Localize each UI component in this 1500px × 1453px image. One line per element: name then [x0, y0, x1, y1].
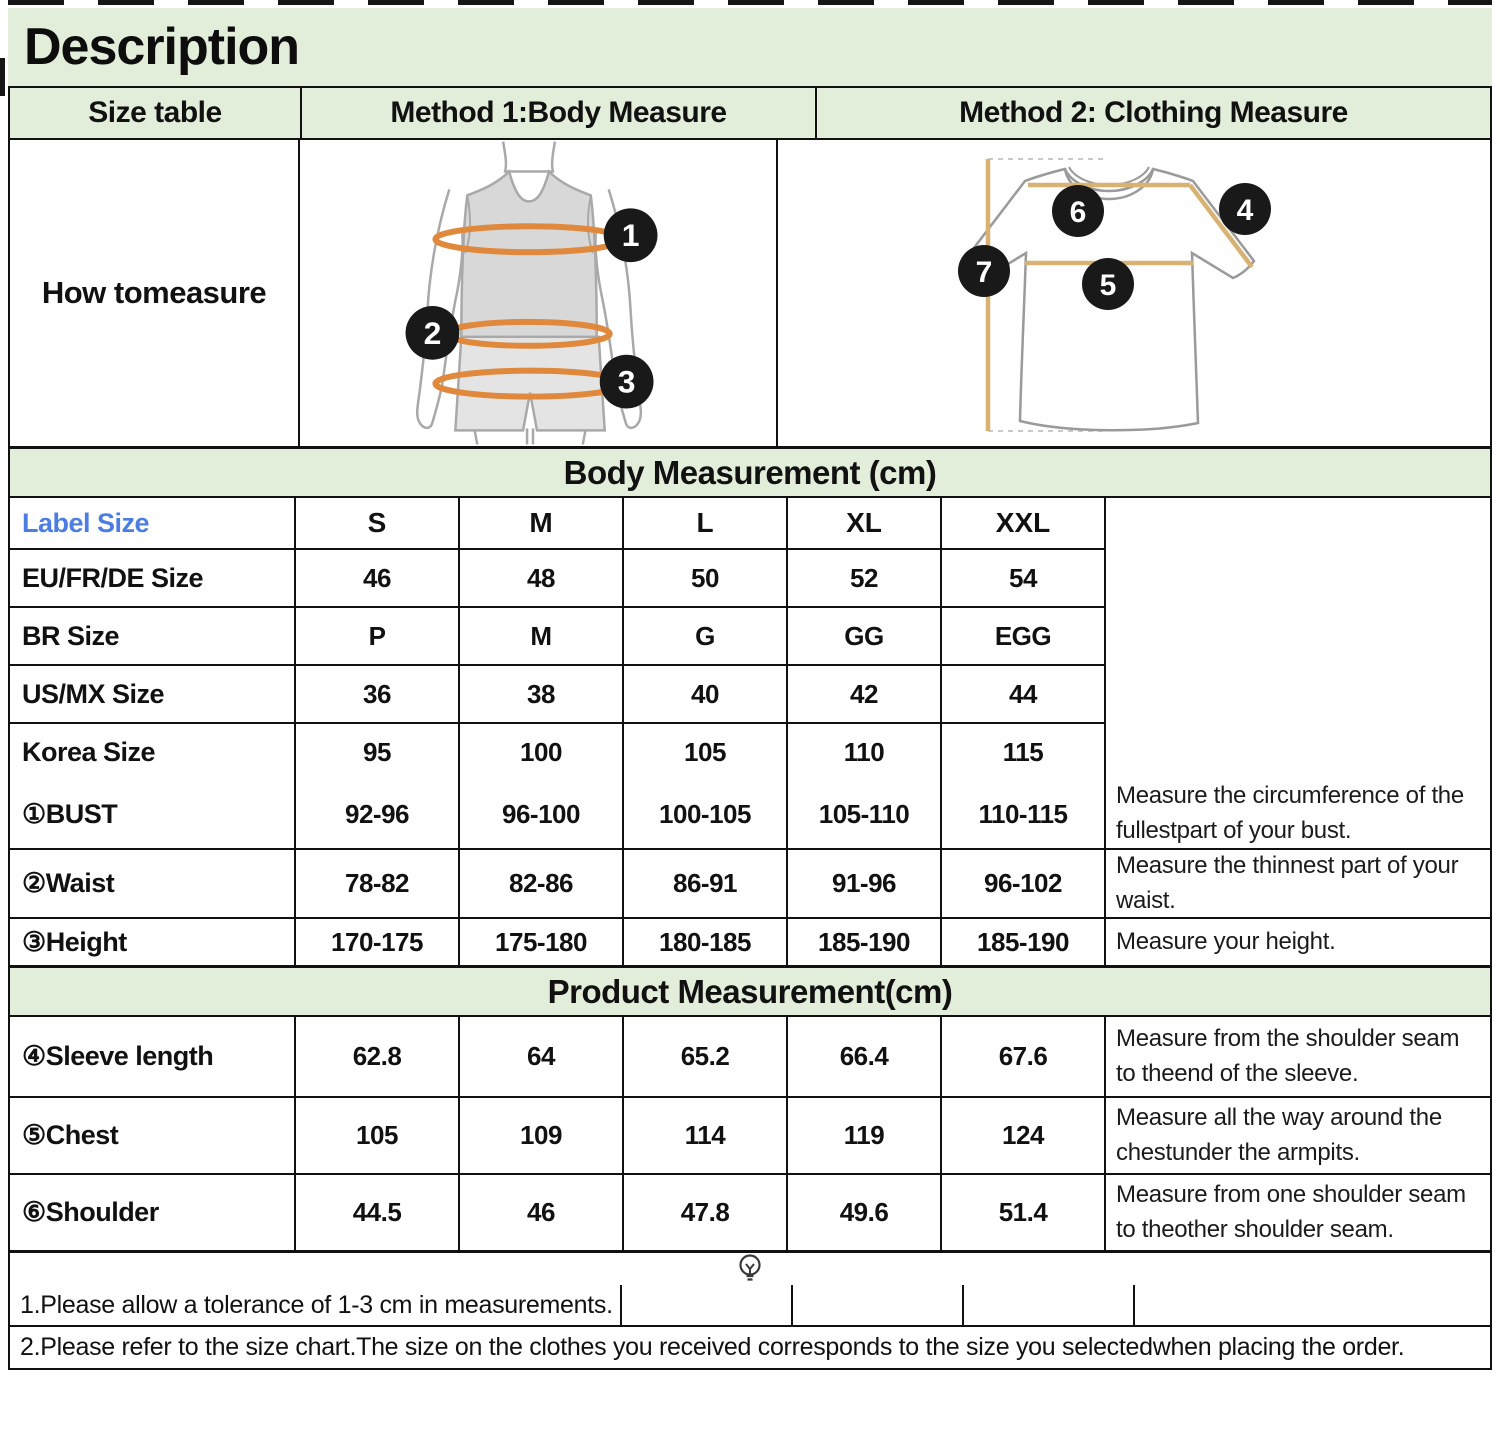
table-row-eu-size: [10, 548, 1104, 606]
footer-note-1-row: [10, 1285, 1490, 1325]
marker-1-icon: [604, 208, 658, 262]
marker-6-icon: [1052, 185, 1104, 237]
row-label: EU/FR/DE Size: [22, 562, 204, 593]
row-label: ①BUST: [22, 798, 118, 829]
table-row-us-size: [10, 664, 1104, 722]
size-cell: 54: [940, 550, 1104, 606]
footer-note-2: 2.Please refer to the size chart.The size on the clothes you received corresponds to the size you selectedwhen placing the order.: [20, 1333, 1405, 1361]
size-cell: 47.8: [622, 1175, 786, 1250]
row-label: US/MX Size: [22, 678, 165, 709]
size-cell: 64: [458, 1017, 622, 1096]
table-row-chest: [10, 1096, 1490, 1173]
label-size-row: [10, 498, 1104, 548]
size-col-s: S: [294, 498, 458, 548]
size-cell: 38: [458, 666, 622, 722]
tip-row: [10, 1250, 1490, 1285]
size-cell: 105: [622, 724, 786, 780]
edge-artifact: [0, 58, 5, 96]
size-cell: 40: [622, 666, 786, 722]
measure-note: Measure from one shoulder seam to theother shoulder seam.: [1104, 1175, 1490, 1250]
size-cell: 105-110: [786, 780, 940, 848]
svg-text:7: 7: [975, 256, 993, 289]
size-cell: 44.5: [294, 1175, 458, 1250]
row-label: ②Waist: [22, 868, 115, 898]
measure-note: Measure the thinnest part of your waist.: [1104, 850, 1490, 917]
size-cell: 51.4: [940, 1175, 1104, 1250]
size-conversion-group: [10, 496, 1490, 780]
size-cell: GG: [786, 608, 940, 664]
title-banner: [8, 8, 1492, 86]
header-method2: Method 2: Clothing Measure: [815, 88, 1490, 138]
methods-header-row: [10, 88, 1490, 138]
size-cell: 48: [458, 550, 622, 606]
footer-note-1: 1.Please allow a tolerance of 1-3 cm in measurements.: [20, 1290, 613, 1319]
size-cell: 105: [294, 1098, 458, 1173]
svg-text:1: 1: [621, 217, 640, 254]
size-col-m: M: [458, 498, 622, 548]
empty-cell: [962, 1285, 1133, 1325]
empty-cell: [1133, 1285, 1490, 1325]
size-cell: M: [458, 608, 622, 664]
row-label: ④Sleeve length: [22, 1041, 214, 1071]
size-cell: 82-86: [458, 850, 622, 917]
table-row-waist: [10, 848, 1490, 917]
how-to-measure-row: [10, 138, 1490, 446]
product-measurement-title: Product Measurement(cm): [10, 965, 1490, 1015]
size-cell: 46: [294, 550, 458, 606]
size-col-l: L: [622, 498, 786, 548]
size-cell: 110-115: [940, 780, 1104, 848]
size-cell: 62.8: [294, 1017, 458, 1096]
size-cell: 36: [294, 666, 458, 722]
marker-3-icon: [600, 355, 654, 409]
marker-7-icon: [958, 245, 1010, 297]
svg-text:2: 2: [423, 314, 442, 351]
tshirt-illustration: [778, 141, 1490, 445]
clothing-measure-figure: [776, 140, 1490, 446]
header-method1: Method 1:Body Measure: [300, 88, 815, 138]
table-row-br-size: [10, 606, 1104, 664]
table-row-sleeve-length: [10, 1015, 1490, 1096]
size-cell: 185-190: [940, 919, 1104, 965]
size-cell: 170-175: [294, 919, 458, 965]
size-cell: 95: [294, 724, 458, 780]
merged-empty-note-cell: [1104, 498, 1490, 780]
footer-note-2-row: [10, 1325, 1490, 1368]
measure-note: Measure all the way around the chestunder the armpits.: [1104, 1098, 1490, 1173]
size-col-xl: XL: [786, 498, 940, 548]
svg-text:5: 5: [1099, 269, 1117, 302]
size-cell: 109: [458, 1098, 622, 1173]
table-row-shoulder: [10, 1173, 1490, 1250]
size-cell: EGG: [940, 608, 1104, 664]
row-label: Korea Size: [22, 736, 156, 767]
body-measurement-title: Body Measurement (cm): [10, 446, 1490, 496]
marker-2-icon: [406, 306, 460, 360]
size-table: [8, 86, 1492, 1370]
size-chart-page: [8, 0, 1492, 1370]
page-title: Description: [24, 18, 300, 76]
size-cell: 46: [458, 1175, 622, 1250]
marker-5-icon: [1082, 258, 1134, 310]
body-measure-figure: [298, 140, 776, 446]
table-row-height: [10, 917, 1490, 965]
svg-text:6: 6: [1069, 196, 1087, 229]
label-size-header: Label Size: [22, 507, 150, 538]
size-cell: 96-102: [940, 850, 1104, 917]
row-label: ⑤Chest: [22, 1120, 119, 1150]
header-size-table: Size table: [10, 88, 300, 138]
svg-text:3: 3: [617, 363, 636, 400]
empty-cell: [620, 1285, 791, 1325]
measure-note: Measure the circumference of the fullestpart of your bust.: [1104, 780, 1490, 848]
size-cell: 100-105: [622, 780, 786, 848]
size-cell: 66.4: [786, 1017, 940, 1096]
size-cell: 175-180: [458, 919, 622, 965]
size-cell: 91-96: [786, 850, 940, 917]
row-label: ⑥Shoulder: [22, 1197, 159, 1227]
torn-edge-dashes: [8, 0, 1492, 5]
size-cell: 67.6: [940, 1017, 1104, 1096]
size-cell: 86-91: [622, 850, 786, 917]
size-cell: 65.2: [622, 1017, 786, 1096]
size-cell: 50: [622, 550, 786, 606]
measure-note: Measure your height.: [1104, 919, 1490, 965]
size-cell: 114: [622, 1098, 786, 1173]
size-cell: 110: [786, 724, 940, 780]
marker-4-icon: [1219, 183, 1271, 235]
size-cell: G: [622, 608, 786, 664]
how-to-measure-label: How tomeasure: [41, 275, 267, 310]
size-cell: 49.6: [786, 1175, 940, 1250]
table-row-korea-size: [10, 722, 1104, 780]
row-label: BR Size: [22, 620, 120, 651]
size-cell: P: [294, 608, 458, 664]
table-row-bust: [10, 780, 1490, 848]
size-cell: 44: [940, 666, 1104, 722]
size-cell: 78-82: [294, 850, 458, 917]
size-cell: 92-96: [294, 780, 458, 848]
empty-cell: [791, 1285, 962, 1325]
svg-text:4: 4: [1236, 194, 1254, 227]
size-cell: 52: [786, 550, 940, 606]
body-figure-illustration: [300, 141, 776, 445]
size-cell: 115: [940, 724, 1104, 780]
size-col-xxl: XXL: [940, 498, 1104, 548]
size-cell: 124: [940, 1098, 1104, 1173]
size-cell: 100: [458, 724, 622, 780]
size-cell: 96-100: [458, 780, 622, 848]
size-cell: 119: [786, 1098, 940, 1173]
row-label: ③Height: [22, 926, 127, 957]
size-cell: 180-185: [622, 919, 786, 965]
size-cell: 185-190: [786, 919, 940, 965]
measure-note: Measure from the shoulder seam to theend of the sleeve.: [1104, 1017, 1490, 1096]
size-cell: 42: [786, 666, 940, 722]
lightbulb-icon: [737, 1254, 763, 1284]
